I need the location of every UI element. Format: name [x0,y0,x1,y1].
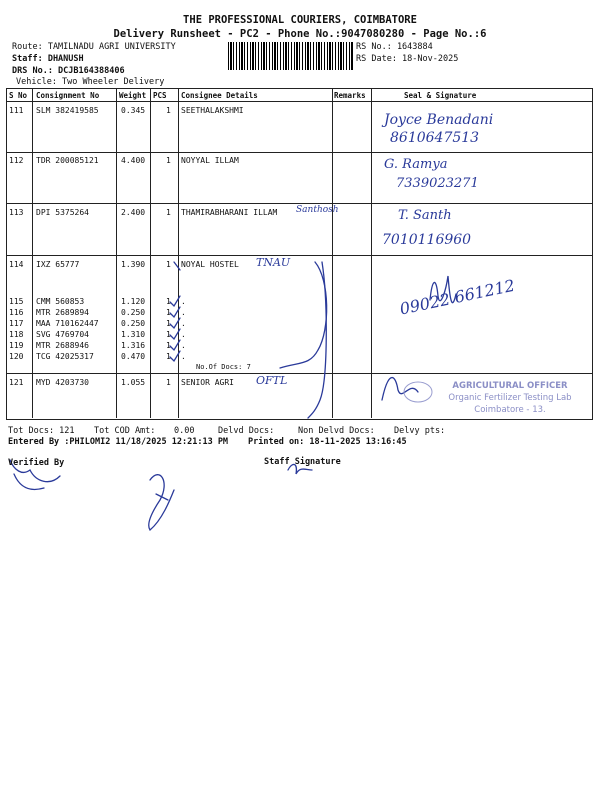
row-consignee: . [181,341,186,350]
phone-handwriting: 09022 661212 [398,275,517,319]
non-delivered-docs: Non Delvd Docs: [298,426,375,436]
row-consignee: . [181,297,186,306]
vehicle-text: Vehicle: Two Wheeler Delivery [16,77,165,87]
row-sno: 115 [9,297,24,306]
col-header-weight: Weight [119,91,147,100]
tick-mark [170,296,180,306]
row-consignee: . [181,319,186,328]
handwritten-name: Santhosh [296,205,339,215]
row-pcs: 1 [166,341,171,350]
row-weight: 0.250 [121,308,146,317]
phone-handwriting: 7339023271 [396,176,479,191]
signature-stroke [14,474,44,489]
row-weight: 2.400 [121,208,146,217]
row-consignee: SEETHALAKSHMI [181,106,244,115]
route-text: Route: TAMILNADU AGRI UNIVERSITY [12,42,176,52]
row-consignment: SVG 4769704 [36,330,89,339]
row-consignment: MYD 4203730 [36,378,89,387]
row-consignment: MTR 2689894 [36,308,89,317]
row-consignment: SLM 382419585 [36,106,99,115]
row-consignee: NOYAL HOSTEL [181,260,239,269]
row-consignee: NOYYAL ILLAM [181,156,239,165]
phone-handwriting: 7010116960 [382,232,472,248]
row-weight: 4.400 [121,156,146,165]
row-weight: 1.055 [121,378,146,387]
row-consignment: IXZ 65777 [36,260,80,269]
rs-date: RS Date: 18-Nov-2025 [356,54,459,64]
total-cod-label: Tot COD Amt: [94,426,156,436]
phone-handwriting: 8610647513 [390,130,480,146]
handwritten-note: OFTL [256,374,288,387]
row-consignee: . [181,330,186,339]
printed-on: Printed on: 18-11-2025 13:16:45 [248,437,407,447]
row-pcs: 1 [166,106,171,115]
row-consignment: MAA 710162447 [36,319,99,328]
row-pcs: 1 [166,156,171,165]
row-consignment: TCG 42025317 [36,352,94,361]
row-consignee: THAMIRABHARANI ILLAM [181,208,278,217]
tick-mark [170,318,180,328]
delivery-points: Delvy pts: [394,426,446,436]
signature-handwriting: Joyce Benadani [384,112,494,128]
row-weight: 0.250 [121,319,146,328]
drs-number: DRS No.: DCJB164388406 [12,66,125,76]
row-pcs: 1 [166,352,171,361]
row-sno: 121 [9,378,24,387]
row-weight: 1.316 [121,341,146,350]
row-consignee: . [181,352,186,361]
staff-text: Staff: DHANUSH [12,54,84,64]
row-pcs: 1 [166,208,171,217]
row-sno: 112 [9,156,24,165]
row-sno: 116 [9,308,24,317]
stamp-line: AGRICULTURAL OFFICER [452,381,568,391]
stamp-line: Organic Fertilizer Testing Lab [448,393,572,403]
signature-stroke [430,276,456,303]
handwritten-note: TNAU [256,256,291,269]
row-consignee: SENIOR AGRI [181,378,234,387]
delivered-docs: Delvd Docs: [218,426,275,436]
row-pcs: 1 [166,378,171,387]
staff-signature-label: Staff Signature [264,457,341,467]
verified-by-label: Verified By [8,458,65,468]
row-consignment: CMM 560853 [36,297,85,306]
tick-mark [170,351,180,361]
signature-handwriting: G. Ramya [384,157,448,172]
total-cod-value: 0.00 [174,426,195,436]
row-pcs: 1 [166,260,171,269]
group-doc-count: No.Of Docs: 7 [196,363,251,371]
col-header-consignment: Consignment No [36,91,100,100]
row-consignee: . [181,308,186,317]
row-sno: 118 [9,330,24,339]
row-pcs: 1 [166,308,171,317]
col-header-consignee: Consignee Details [181,91,258,100]
row-pcs: 1 [166,319,171,328]
tick-mark [170,329,180,339]
col-header-pcs: PCS [153,91,167,100]
bracket-stroke [308,262,326,418]
row-consignment: MTR 2688946 [36,341,89,350]
company-name: THE PROFESSIONAL COURIERS, COIMBATORE [183,14,417,26]
entered-by: Entered By :PHILOMI2 11/18/2025 12:21:13 PM [8,437,229,447]
row-sno: 113 [9,208,24,217]
row-weight: 0.470 [121,352,146,361]
runsheet-title: Delivery Runsheet - PC2 - Phone No.:9047080280 - Page No.:6 [113,28,487,40]
row-sno: 114 [9,260,24,269]
row-sno: 111 [9,106,24,115]
row-sno: 119 [9,341,24,350]
row-consignment: DPI 5375264 [36,208,89,217]
row-weight: 1.390 [121,260,146,269]
signature-stroke [149,475,174,530]
row-pcs: 1 [166,330,171,339]
row-weight: 1.120 [121,297,146,306]
row-weight: 1.310 [121,330,146,339]
total-docs: Tot Docs: 121 [8,426,75,436]
stamp-line: Coimbatore - 13. [474,405,546,415]
tick-mark [170,307,180,317]
signature-stroke [382,378,418,400]
tick-mark [170,340,180,350]
col-header-remarks: Remarks [334,91,366,100]
rs-number: RS No.: 1643884 [356,42,433,52]
row-sno: 117 [9,319,24,328]
col-header-sno: S No [9,91,28,100]
row-pcs: 1 [166,297,171,306]
tick-mark [174,262,180,270]
row-consignment: TDR 200085121 [36,156,99,165]
col-header-seal-signature: Seal & Signature [404,91,477,100]
row-weight: 0.345 [121,106,146,115]
signature-handwriting: T. Santh [398,208,452,223]
row-sno: 120 [9,352,24,361]
bracket-stroke [280,262,327,368]
